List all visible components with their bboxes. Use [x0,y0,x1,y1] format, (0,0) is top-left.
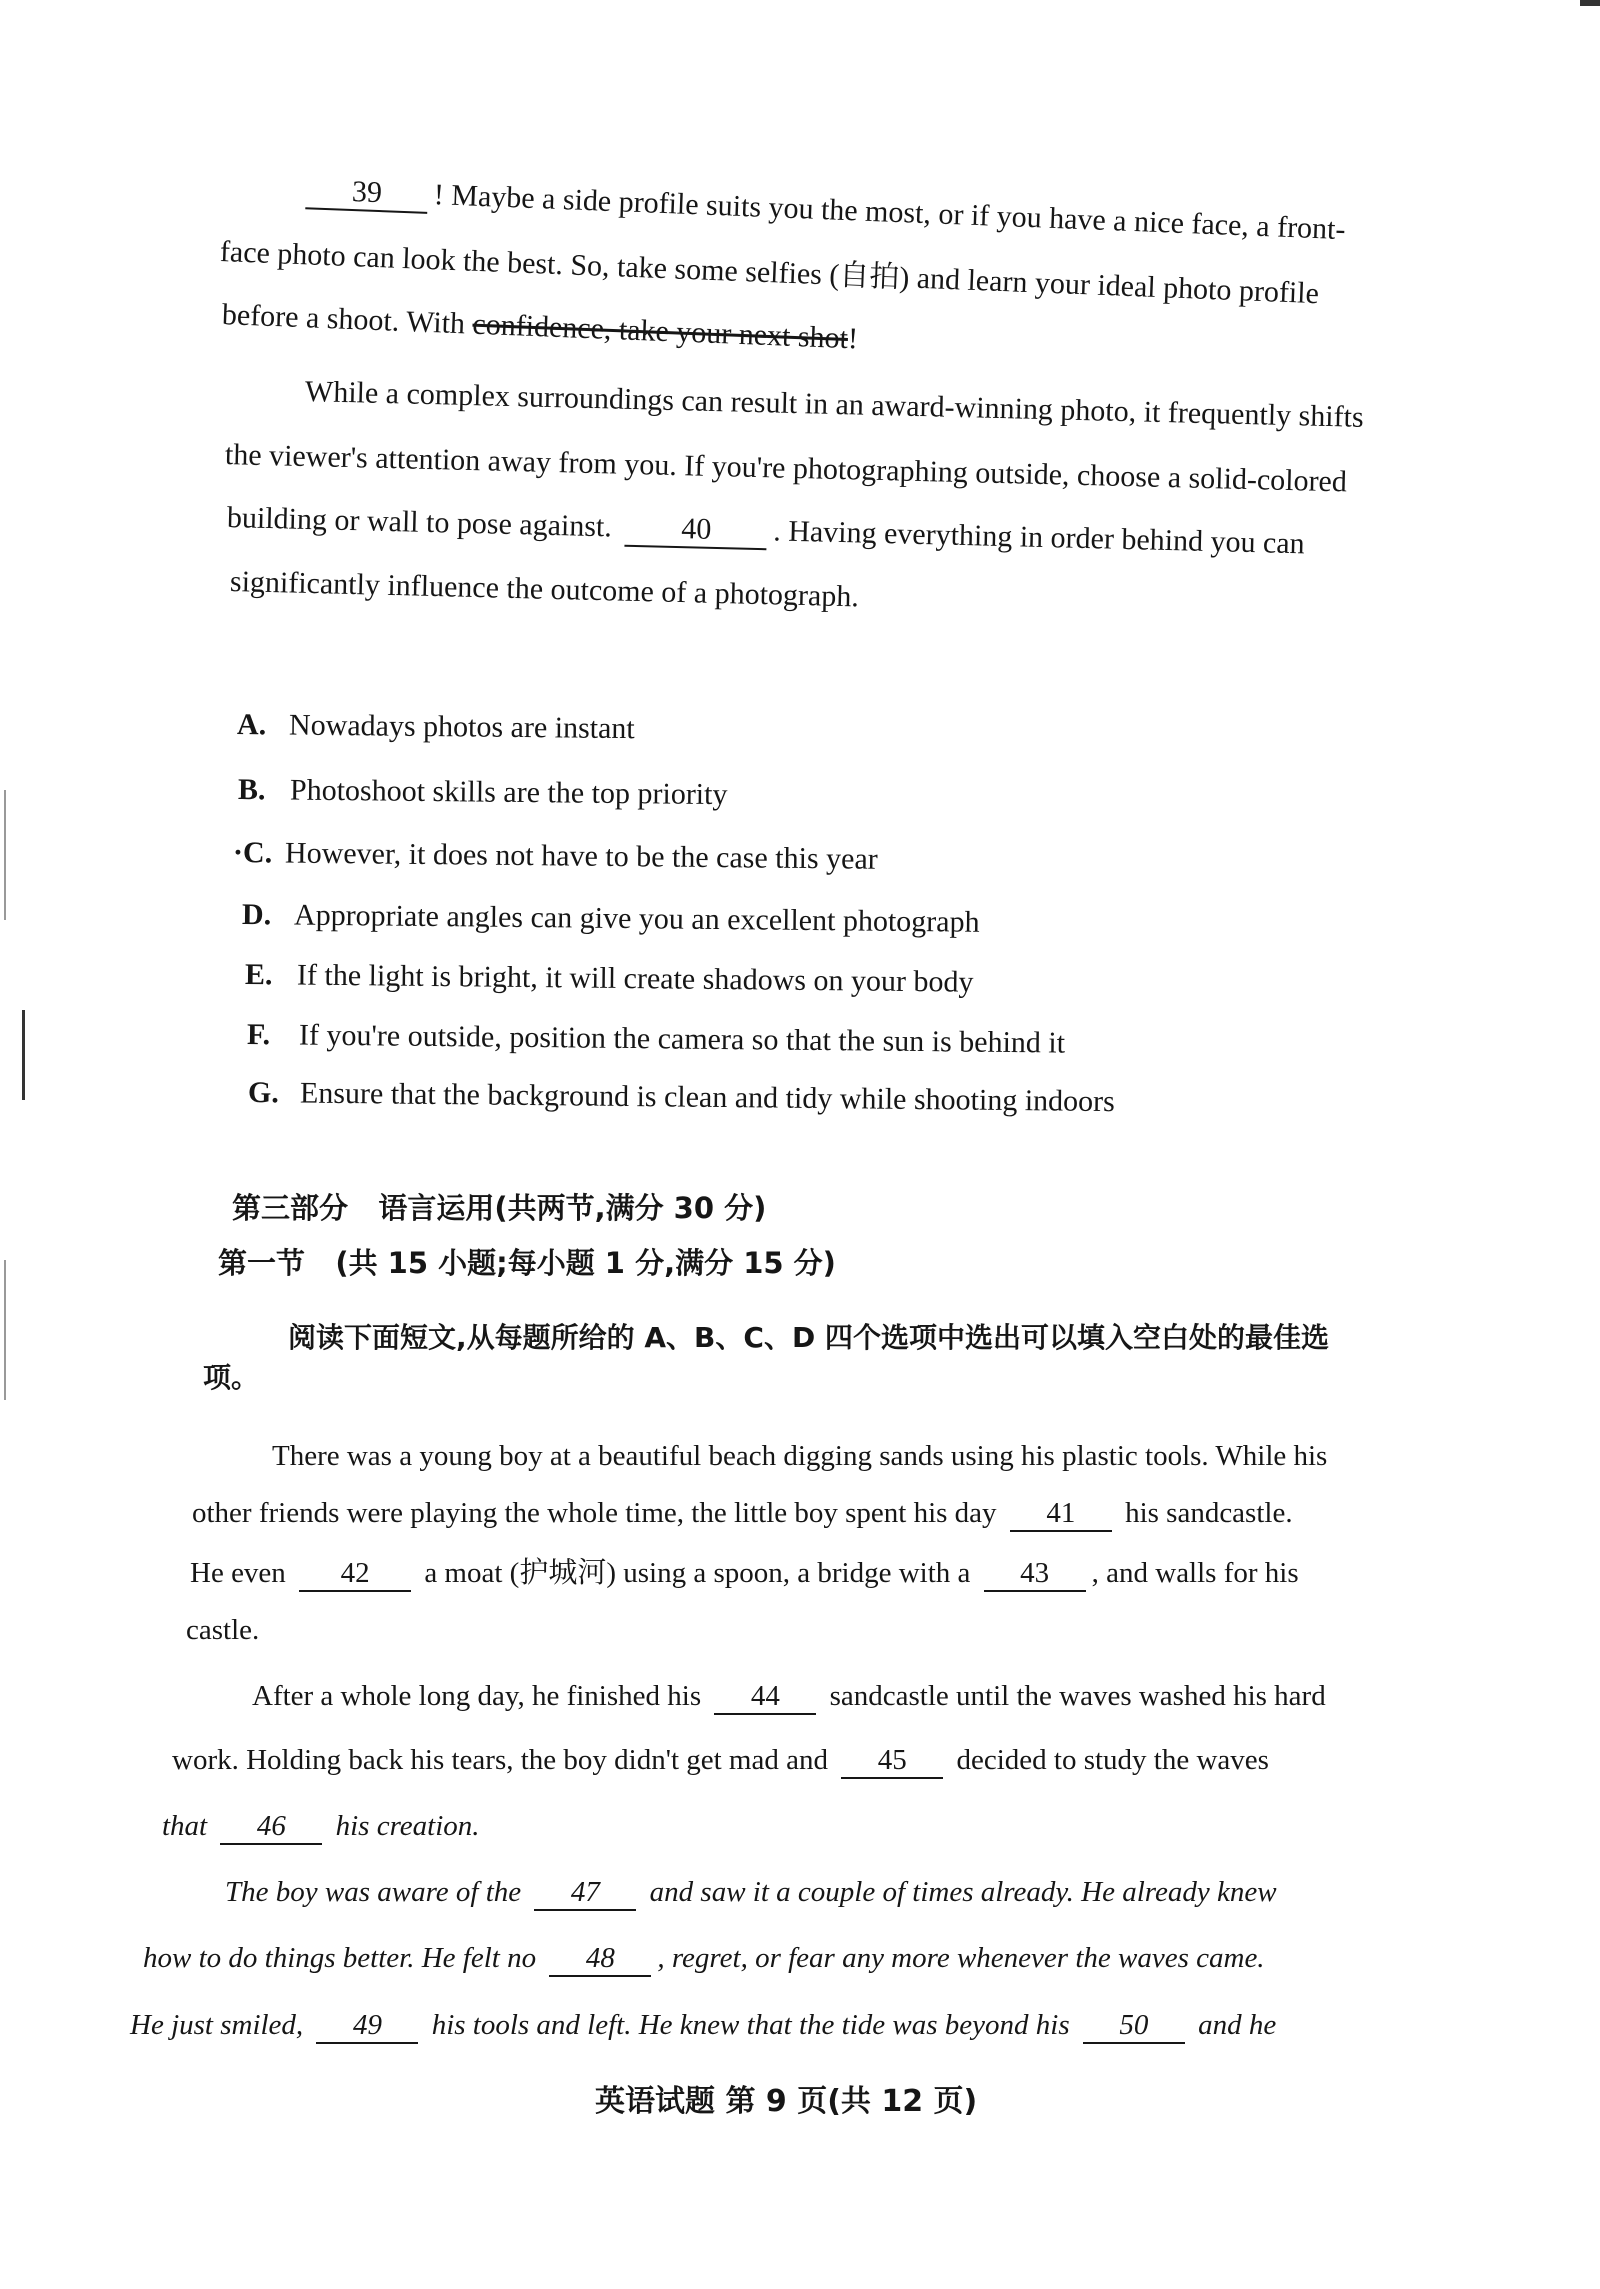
blank-44: 44 [714,1679,816,1715]
option-letter: D. [241,898,272,932]
cloze-line [192,1493,1293,1533]
section-title: 第一节 [218,1246,306,1280]
scan-edge-mark [22,1010,25,1100]
option-item [238,770,728,815]
blank-46: 46 [220,1809,322,1845]
section-heading [218,1243,836,1283]
footer-text: 英语试题 第 9 页(共 12 页) [595,2084,978,2119]
cloze-text: He just smiled, [130,2009,304,2041]
cloze-line [252,1676,1326,1716]
blank-39: 39 [305,173,428,214]
part-subtitle: 语言运用(共两节,满分 30 分) [378,1191,767,1225]
cloze-text: how to do things better. He felt no [143,1942,537,1974]
passage-text: significantly influence the outcome of a photograph. [229,565,860,614]
scan-edge-mark [4,1260,6,1400]
instruction-text: 项。 [203,1361,260,1394]
option-item [237,705,635,749]
passage-line [221,295,858,359]
option-text: If you're outside, position the camera so that the sun is behind it [298,1018,1066,1060]
cloze-line [225,1872,1277,1912]
cloze-text: He even [190,1557,286,1589]
cloze-text: and he [1198,2009,1277,2041]
part-heading [232,1188,766,1228]
passage-line [225,435,1348,502]
cloze-line [186,1610,259,1650]
cloze-line [190,1553,1299,1593]
cloze-line [130,2005,1276,2045]
blank-43: 43 [984,1556,1086,1592]
passage-text: . Having everything in order behind you can [772,514,1306,561]
scan-edge-mark [4,790,6,920]
option-letter: A. [236,708,267,742]
cloze-line [143,1938,1265,1978]
cloze-line [172,1740,1269,1780]
passage-text: building or wall to pose against. [226,501,613,544]
cloze-text: his creation. [335,1810,480,1842]
part-title: 第三部分 [232,1191,349,1225]
cloze-text: a moat (护城河) using a spoon, a bridge with a [424,1557,971,1589]
option-letter: G. [247,1076,280,1110]
option-text: Appropriate angles can give you an excellent photograph [293,898,980,939]
option-text: If the light is bright, it will create shadows on your body [296,958,974,999]
option-item [248,1073,1115,1122]
cloze-line [272,1436,1327,1476]
cloze-line [162,1806,480,1846]
passage-text: the viewer's attention away from you. If you're photographing outside, choose a solid-colored [224,438,1348,499]
option-item [247,1015,1065,1064]
cloze-text: other friends were playing the whole time, the little boy spent his day [192,1497,997,1529]
cloze-text: sandcastle until the waves washed his hard [829,1680,1326,1712]
passage-text: ! [847,322,859,356]
passage-text: ! Maybe a side profile suits you the most, or if you have a nice face, a front- [433,178,1347,247]
cloze-text: After a whole long day, he finished his [252,1680,702,1712]
blank-49: 49 [316,2008,418,2044]
blank-50: 50 [1083,2008,1185,2044]
blank-40: 40 [625,511,768,550]
scan-edge-mark [1580,0,1600,6]
blank-41: 41 [1010,1496,1112,1532]
option-letter: ·C. [232,836,273,870]
instruction-text: 阅读下面短文,从每题所给的 A、B、C、D 四个选项中选出可以填入空白处的最佳选 [288,1321,1329,1354]
passage-text: before a shoot. With [221,298,474,341]
cloze-text: , and walls for his [1091,1557,1299,1589]
cloze-text: There was a young boy at a beautiful beach digging sands using his plastic tools. While his [272,1440,1328,1472]
cloze-text: and saw it a couple of times already. He already knew [649,1876,1277,1908]
instruction-line [288,1318,1329,1358]
option-letter: E. [244,958,273,992]
cloze-text: work. Holding back his tears, the boy didn't get mad and [172,1744,828,1776]
blank-48: 48 [549,1941,651,1977]
option-letter: B. [237,773,266,807]
page-footer [595,2082,977,2122]
cloze-text: , regret, or fear any more whenever the waves came. [657,1942,1265,1974]
cloze-text: his tools and left. He knew that the tide was beyond his [431,2009,1070,2041]
blank-47: 47 [534,1875,636,1911]
blank-42: 42 [299,1556,411,1592]
option-text: However, it does not have to be the case this year [284,836,878,876]
option-text: Ensure that the background is clean and tidy while shooting indoors [299,1076,1115,1119]
cloze-text: decided to study the waves [956,1744,1269,1776]
section-subtitle: (共 15 小题;每小题 1 分,满分 15 分) [335,1246,836,1280]
passage-text: While a complex surroundings can result in an award-winning photo, it frequently shifts [304,375,1365,434]
cloze-text: that [162,1810,208,1842]
cloze-text: The boy was aware of the [225,1876,522,1908]
passage-text: confidence, take your next shot [471,307,849,356]
passage-line [305,372,1365,438]
option-item [242,895,980,943]
option-item [245,955,974,1003]
passage-line [299,170,1346,250]
passage-line [227,498,1306,564]
passage-line [230,562,860,617]
option-letter: F. [246,1018,271,1052]
option-text: Nowadays photos are instant [288,708,635,746]
cloze-text: his sandcastle. [1125,1497,1293,1529]
option-item [233,833,878,880]
instruction-line [203,1358,259,1398]
cloze-text: castle. [186,1614,260,1646]
blank-45: 45 [841,1743,943,1779]
passage-text: face photo can look the best. So, take some selfies (自拍) and learn your ideal photo profile [219,235,1320,311]
option-text: Photoshoot skills are the top priority [289,773,728,812]
